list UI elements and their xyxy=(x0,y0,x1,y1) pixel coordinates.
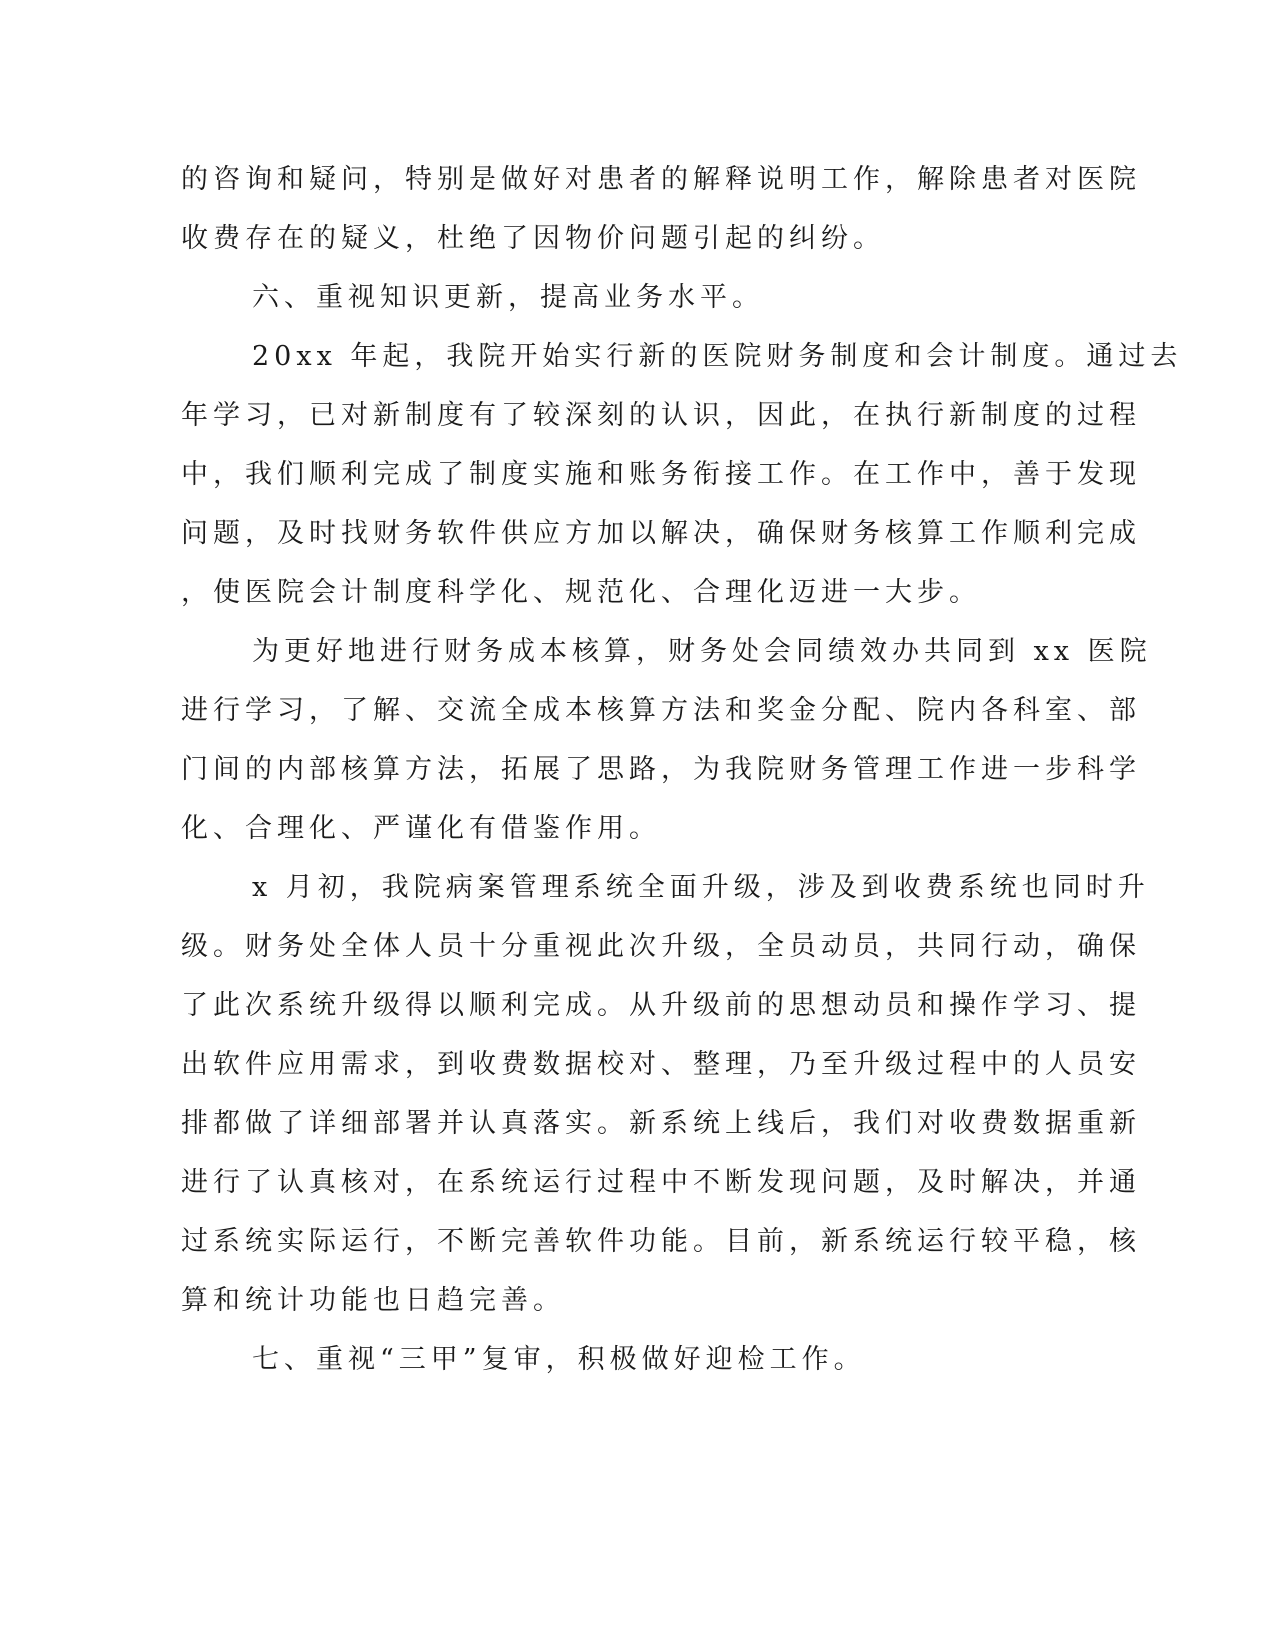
text-line: 20xx 年起，我院开始实行新的医院财务制度和会计制度。通过去 xyxy=(252,341,1183,372)
text-line: ，使医院会计制度科学化、规范化、合理化迈进一大步。 xyxy=(181,577,981,608)
text-line: 年学习，已对新制度有了较深刻的认识，因此，在执行新制度的过程 xyxy=(181,400,1141,431)
text-line: 问题，及时找财务软件供应方加以解决，确保财务核算工作顺利完成 xyxy=(181,518,1141,549)
text-line: 出软件应用需求，到收费数据校对、整理，乃至升级过程中的人员安 xyxy=(181,1049,1141,1080)
text-line: 排都做了详细部署并认真落实。新系统上线后，我们对收费数据重新 xyxy=(181,1108,1141,1139)
text-line: 为更好地进行财务成本核算，财务处会同绩效办共同到 xx 医院 xyxy=(252,636,1152,667)
text-line: 过系统实际运行，不断完善软件功能。目前，新系统运行较平稳，核 xyxy=(181,1226,1141,1257)
text-line: 级。财务处全体人员十分重视此次升级，全员动员，共同行动，确保 xyxy=(181,931,1141,962)
text-line: 了此次系统升级得以顺利完成。从升级前的思想动员和操作学习、提 xyxy=(181,990,1141,1021)
text-line: 中，我们顺利完成了制度实施和账务衔接工作。在工作中，善于发现 xyxy=(181,459,1141,490)
text-line: 进行了认真核对，在系统运行过程中不断发现问题，及时解决，并通 xyxy=(181,1167,1141,1198)
text-line: 门间的内部核算方法，拓展了思路，为我院财务管理工作进一步科学 xyxy=(181,754,1141,785)
section-heading: 六、重视知识更新，提高业务水平。 xyxy=(252,282,764,313)
text-line: 进行学习，了解、交流全成本核算方法和奖金分配、院内各科室、部 xyxy=(181,695,1141,726)
text-line: 算和统计功能也日趋完善。 xyxy=(181,1285,565,1316)
text-line: 化、合理化、严谨化有借鉴作用。 xyxy=(181,813,661,844)
text-line: x 月初，我院病案管理系统全面升级，涉及到收费系统也同时升 xyxy=(252,872,1150,903)
text-line: 收费存在的疑义，杜绝了因物价问题引起的纠纷。 xyxy=(181,223,885,254)
text-line: 的咨询和疑问，特别是做好对患者的解释说明工作，解除患者对医院 xyxy=(181,164,1141,195)
section-heading: 七、重视“三甲”复审，积极做好迎检工作。 xyxy=(252,1344,866,1375)
